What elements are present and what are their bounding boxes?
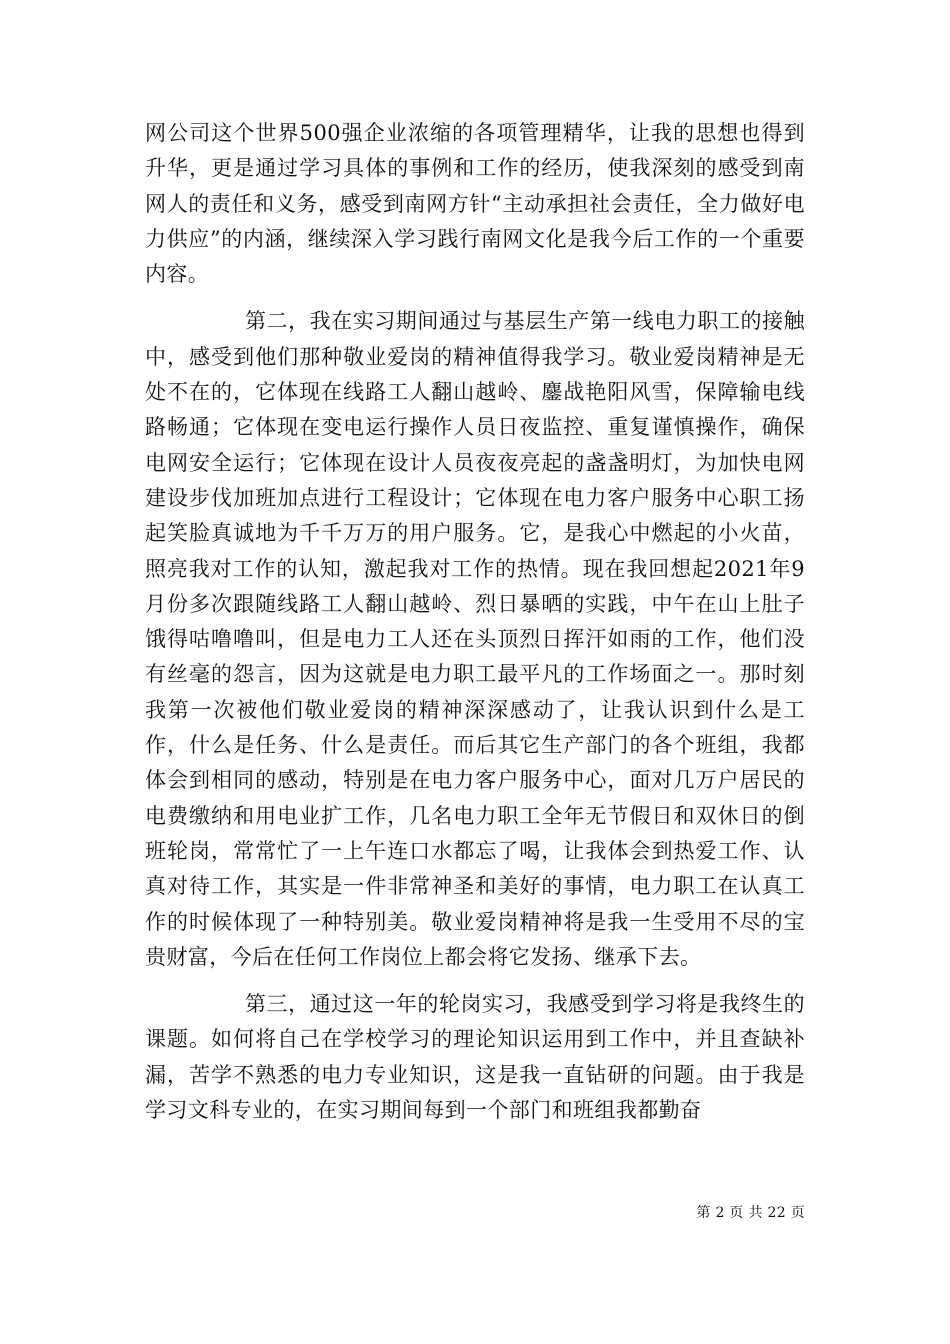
page-number-footer: 第 2 页 共 22 页	[696, 1205, 805, 1221]
paragraph-3: 第三，通过这一年的轮岗实习，我感受到学习将是我终生的课题。如何将自己在学校学习的理论知识运用到工作中，并且查缺补漏，苦学不熟悉的电力专业知识，这是我一直钻研的问题。由于我是学习文科专业的，在实习期间每到一个部门和班组我都勤奋	[145, 992, 805, 1123]
body-text	[145, 116, 805, 1128]
paragraph-1: 网公司这个世界500强企业浓缩的各项管理精华，让我的思想也得到升华，更是通过学习具体的事例和工作的经历，使我深刻的感受到南网人的责任和义务，感受到南网方针“主动承担社会责任，全力做好电力供应”的内涵，继续深入学习践行南网文化是我今后工作的一个重要内容。	[145, 121, 805, 287]
paragraph-2: 第二，我在实习期间通过与基层生产第一线电力职工的接触中，感受到他们那种敬业爱岗的精神值得我学习。敬业爱岗精神是无处不在的，它体现在线路工人翻山越岭、鏖战艳阳风雪，保障输电线路畅通；它体现在变电运行操作人员日夜监控、重复谨慎操作，确保电网安全运行；它体现在设计人员夜夜亮起的盏盏明灯，为加快电网建设步伐加班加点进行工程设计；它体现在电力客户服务中心职工扬起笑脸真诚地为千千万万的用户服务。它，是我心中燃起的小火苗，照亮我对工作的认知，激起我对工作的热情。现在我回想起2021年9月份多次跟随线路工人翻山越岭、烈日暴晒的实践，中午在山上肚子饿得咕噜噜叫，但是电力工人还在头顶烈日挥汗如雨的工作，他们没有丝毫的怨言，因为这就是电力职工最平凡的工作场面之一。那时刻我第一次被他们敬业爱岗的精神深深感动了，让我认识到什么是工作，什么是任务、什么是责任。而后其它生产部门的各个班组，我都体会到相同的感动，特别是在电力客户服务中心，面对几万户居民的电费缴纳和用电业扩工作，几名电力职工全年无节假日和双休日的倒班轮岗，常常忙了一上午连口水都忘了喝，让我体会到热爱工作、认真对待工作，其实是一件非常神圣和美好的事情，电力职工在认真工作的时候体现了一种特别美。敬业爱岗精神将是我一生受用不尽的宝贵财富，今后在任何工作岗位上都会将它发扬、继承下去。	[145, 309, 805, 969]
